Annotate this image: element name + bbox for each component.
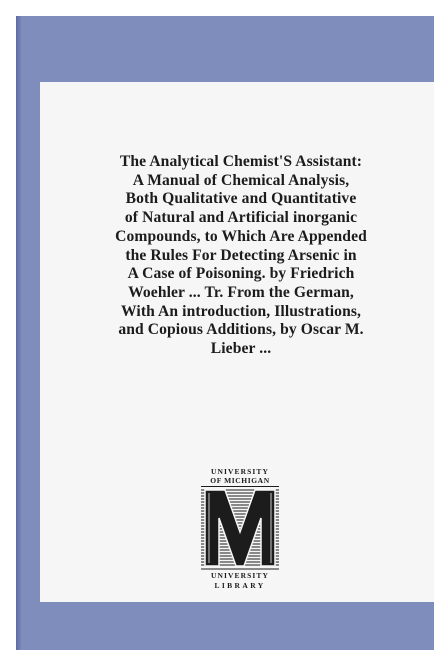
university-of-michigan-library-logo-icon — [195, 466, 285, 592]
title-line: Compounds, to Which Are Appended — [115, 227, 367, 245]
title-panel — [40, 82, 434, 602]
title-line: of Natural and Artificial inorganic — [124, 209, 358, 227]
logo-bottom-line1: UNIVERSITY — [210, 571, 270, 580]
title-line: Lieber ... — [210, 340, 272, 358]
title-line: Both Qualitative and Quantitative — [125, 190, 357, 208]
title-line: and Copious Additions, by Oscar M. — [118, 321, 364, 339]
title-line: A Case of Poisoning. by Friedrich — [127, 265, 355, 283]
logo-top-line1: UNIVERSITY — [210, 467, 270, 476]
logo-bottom-line2: LIBRARY — [214, 581, 266, 590]
book-title — [40, 153, 434, 359]
book-cover — [16, 16, 434, 650]
logo-top-line2: OF MICHIGAN — [210, 476, 270, 485]
title-line: the Rules For Detecting Arsenic in — [125, 246, 357, 264]
title-line: Woehler ... Tr. From the German, — [128, 283, 354, 301]
title-line: A Manual of Chemical Analysis, — [132, 171, 350, 189]
title-line: The Analytical Chemist'S Assistant: — [119, 153, 363, 170]
title-line: With An introduction, Illustrations, — [120, 302, 362, 320]
